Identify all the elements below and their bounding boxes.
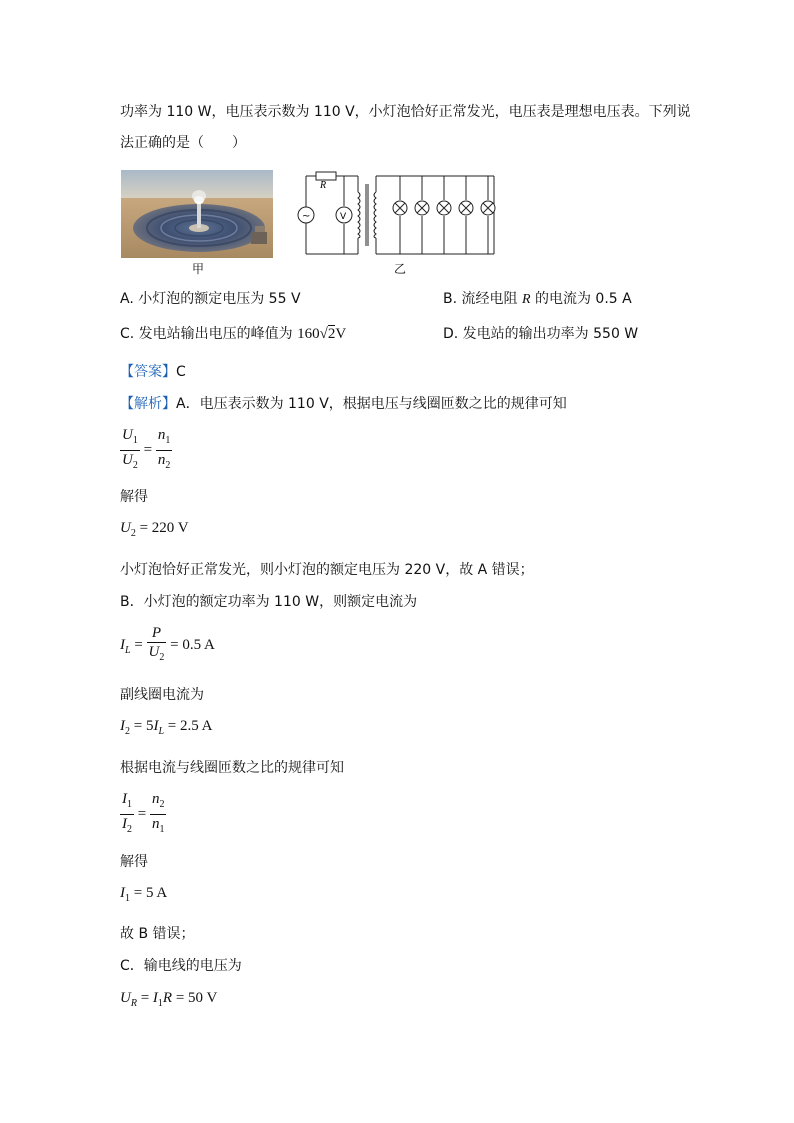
analysis-b-intro: B．小灯泡的额定功率为 110 W，则额定电流为 — [120, 594, 418, 610]
equation-i2: $I_2 = 5I_L = 2.5$ A — [120, 718, 213, 737]
voltmeter-label: V — [340, 212, 347, 222]
circuit-diagram — [296, 166, 500, 258]
option-a: A. 小灯泡的额定电压为 55 V — [120, 291, 301, 307]
analysis-a-intro: 【解析】A．电压表示数为 110 V，根据电压与线圈匝数之比的规律可知 — [120, 396, 567, 412]
answer-line — [120, 362, 186, 382]
resistor-symbol — [316, 172, 336, 180]
option-d: D. 发电站的输出功率为 550 W — [443, 326, 639, 342]
equation-current-ratio: $\frac{I_1}{I_2}$ = $\frac{n_2}{n_1}$ — [122, 791, 165, 835]
question-line-2: 法正确的是（ ） — [120, 135, 246, 151]
answer-value: C — [176, 364, 186, 380]
analysis-a-conclusion: 小灯泡恰好正常发光，则小灯泡的额定电压为 220 V，故 A 错误； — [120, 562, 534, 578]
figure-caption-right: 乙 — [394, 262, 407, 276]
ac-source-glyph: ~ — [302, 211, 311, 222]
current-rule: 根据电流与线圈匝数之比的规律可知 — [120, 760, 344, 776]
question-line-1: 功率为 110 W，电压表示数为 110 V，小灯泡恰好正常发光，电压表是理想电压表。下列说 — [120, 104, 691, 120]
analysis-c-intro: C．输电线的电压为 — [120, 958, 242, 974]
equation-ur: $U_R = I_1R = 50$ V — [120, 990, 218, 1009]
lamp-group — [393, 176, 495, 254]
option-b: B. 流经电阻 R 的电流为 0.5 A — [443, 291, 632, 307]
answer-label: 【答案】 — [120, 364, 176, 380]
solve-label-2: 解得 — [120, 854, 148, 870]
equation-u2: $U_2 = 220$ V — [120, 520, 189, 539]
solar-station-photo — [121, 170, 273, 258]
solve-label-1: 解得 — [120, 489, 148, 505]
analysis-b-conclusion: 故 B 错误； — [120, 926, 195, 942]
equation-i1: $I_1 = 5$ A — [120, 885, 168, 904]
figure-caption-left: 甲 — [192, 262, 205, 276]
analysis-label: 【解析】 — [120, 396, 176, 412]
resistor-label: R — [320, 180, 327, 191]
secondary-current-label: 副线圈电流为 — [120, 687, 204, 703]
equation-rated-current: $I_L$ = $\frac{P}{U_2}$ = 0.5 A — [120, 625, 215, 663]
option-c: C. 发电站输出电压的峰值为 160√2V — [120, 326, 347, 342]
equation-voltage-ratio: $\frac{U_1}{U_2}$ = $\frac{n_1}{n_2}$ — [122, 427, 171, 471]
